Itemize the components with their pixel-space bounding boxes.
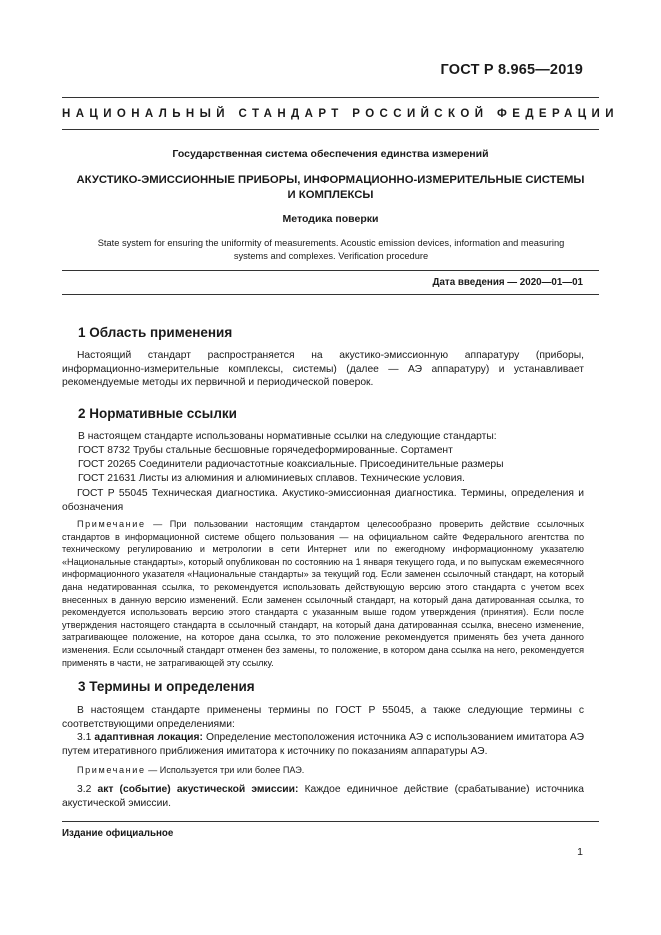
top-divider — [62, 97, 599, 98]
term-number: 3.1 — [77, 732, 92, 743]
reference-item: ГОСТ 21631 Листы из алюминия и алюминиевых сплавов. Технические условия. — [78, 473, 465, 484]
term-number: 3.2 — [77, 784, 92, 795]
introduction-date: Дата введения — 2020—01—01 — [432, 277, 583, 288]
section2-heading: 2 Нормативные ссылки — [78, 406, 237, 421]
note-label: Примечание — [77, 765, 146, 775]
date-divider-bottom — [62, 294, 599, 295]
standard-code: ГОСТ Р 8.965—2019 — [440, 62, 583, 78]
term-3-1 — [62, 731, 584, 758]
section3-intro-text: В настоящем стандарте применены термины по ГОСТ Р 55045, а также следующие термины с соответствующими определениями: — [62, 705, 584, 730]
english-title — [66, 237, 596, 263]
reference-item: ГОСТ 8732 Трубы стальные бесшовные горячедеформированные. Сортамент — [78, 445, 453, 456]
term-name: адаптивная локация: — [94, 732, 203, 743]
note-text: — Используется три или более ПАЭ. — [148, 765, 305, 775]
official-edition-label: Издание официальное — [62, 828, 174, 839]
reference-item — [62, 487, 584, 514]
system-title: Государственная система обеспечения единства измерений — [172, 148, 489, 160]
main-title-line1: АКУСТИКО-ЭМИССИОННЫЕ ПРИБОРЫ, ИНФОРМАЦИОННО-ИЗМЕРИТЕЛЬНЫЕ СИСТЕМЫ — [76, 174, 585, 186]
main-title — [62, 173, 599, 203]
english-title-line2: systems and complexes. Verification procedure — [233, 251, 429, 261]
section3-note — [62, 764, 584, 777]
reference-item: ГОСТ 20265 Соединители радиочастотные коаксиальные. Присоединительные размеры — [78, 459, 504, 470]
section1-paragraph-text: Настоящий стандарт распространяется на акустико-эмиссионную аппаратуру (приборы, информационно-измерительные комплексы, системы) (далее — АЭ аппаратуру) и устанавливает рекомендуемые методы их первичной и периодической поверок. — [62, 350, 584, 389]
page-number: 1 — [577, 846, 583, 858]
footer-divider — [62, 821, 599, 822]
english-title-line1: State system for ensuring the uniformity of measurements. Acoustic emission devices, information and measuring — [97, 238, 565, 248]
note-label: Примечание — [77, 519, 146, 529]
note-text: — При пользовании настоящим стандартом целесообразно проверить действие ссылочных стандартов в информационной системе общего пользования — на официальном сайте Федерального агентства по техническому регулированию и метрологии в сети Интернет или по ежегодному информационному указателю «Национальные стандарты», который опубликован по состоянию на 1 января текущего года, и по выпускам ежемесячного информационного указателя «Национальные стандарты» за текущий год. Если заменен ссылочный стандарт, на который дана недатированная ссылка, то рекомендуется использовать действующую версию этого стандарта с учетом всех внесенных в данную версию изменений. Если заменен ссылочный стандарт, на который дана датированная ссылка, то рекомендуется использовать версию этого стандарта с указанным выше годом утверждения (принятия). Если после утверждения настоящего стандарта в ссылочный стандарт, на который дана датированная ссылка, внесено изменение, затрагивающее положение, на которое дана ссылка, то это положение рекомендуется применять без учета данного изменения. Если ссылочный стандарт отменен без замены, то положение, в котором дана ссылка на него, рекомендуется применять в части, не затрагивающей эту ссылку. — [62, 519, 584, 668]
section3-intro — [62, 704, 584, 731]
section1-heading: 1 Область применения — [78, 325, 233, 340]
term-name: акт (событие) акустической эмиссии: — [97, 784, 299, 795]
main-title-line2: И КОМПЛЕКСЫ — [287, 189, 374, 201]
national-standard-title: НАЦИОНАЛЬНЫЙ СТАНДАРТ РОССИЙСКОЙ ФЕДЕРАЦИИ — [62, 108, 619, 120]
section2-intro: В настоящем стандарте использованы нормативные ссылки на следующие стандарты: — [78, 431, 497, 442]
section1-paragraph — [62, 349, 584, 390]
title-divider — [62, 129, 599, 130]
date-divider-top — [62, 270, 599, 271]
reference-item-text: ГОСТ Р 55045 Техническая диагностика. Акустико-эмиссионная диагностика. Термины, определения и обозначения — [62, 488, 584, 513]
term-definition: Определение местоположения источника АЭ с использованием имитатора АЭ путем итеративного приближения имитатора к источнику по показаниям аппаратуры АЭ. — [62, 732, 584, 757]
term-definition: Каждое единичное действие (срабатывание) источника акустической эмиссии. — [62, 784, 584, 809]
method-title: Методика поверки — [282, 213, 379, 225]
term-3-2 — [62, 783, 584, 810]
section2-note — [62, 518, 584, 669]
section3-heading: 3 Термины и определения — [78, 679, 255, 694]
